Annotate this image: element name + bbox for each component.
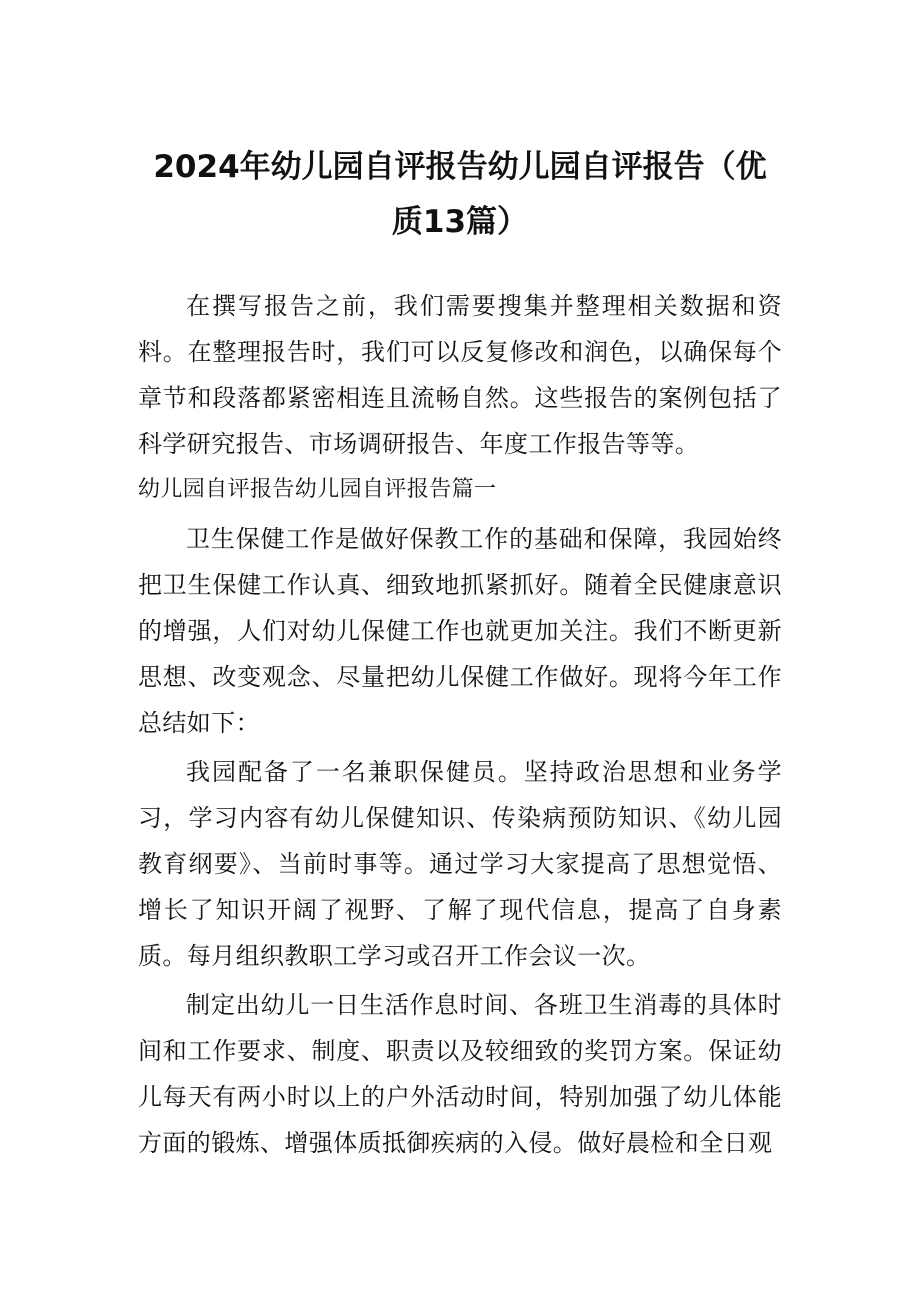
body-paragraph-2: 我园配备了一名兼职保健员。坚持政治思想和业务学习，学习内容有幼儿保健知识、传染病预防知识、《幼儿园教育纲要》、当前时事等。通过学习大家提高了思想觉悟、增长了知识开阔了视野、了解了现代信息，提高了自身素质。每月组织教职工学习或召开工作会议一次。 (138, 758, 782, 970)
intro-paragraph: 在撰写报告之前，我们需要搜集并整理相关数据和资料。在整理报告时，我们可以反复修改和润色，以确保每个章节和段落都紧密相连且流畅自然。这些报告的案例包括了科学研究报告、市场调研报告、年度工作报告等等。 (138, 292, 782, 458)
body-paragraph-1: 卫生保健工作是做好保教工作的基础和保障，我园始终把卫生保健工作认真、细致地抓紧抓好。随着全民健康意识的增强，人们对幼儿保健工作也就更加关注。我们不断更新思想、改变观念、尽量把幼儿保健工作做好。现将今年工作总结如下： (138, 525, 782, 737)
section-heading: 幼儿园自评报告幼儿园自评报告篇一 (138, 477, 497, 502)
title-line-1: 2024年幼儿园自评报告幼儿园自评报告（优 (153, 149, 767, 185)
document-body (138, 283, 782, 1166)
document-title (138, 140, 782, 250)
title-line-2: 质13篇） (391, 204, 529, 240)
body-paragraph-3: 制定出幼儿一日生活作息时间、各班卫生消毒的具体时间和工作要求、制度、职责以及较细致的奖罚方案。保证幼儿每天有两小时以上的户外活动时间，特别加强了幼儿体能方面的锻炼、增强体质抵御疾病的入侵。做好晨检和全日观 (138, 991, 782, 1157)
